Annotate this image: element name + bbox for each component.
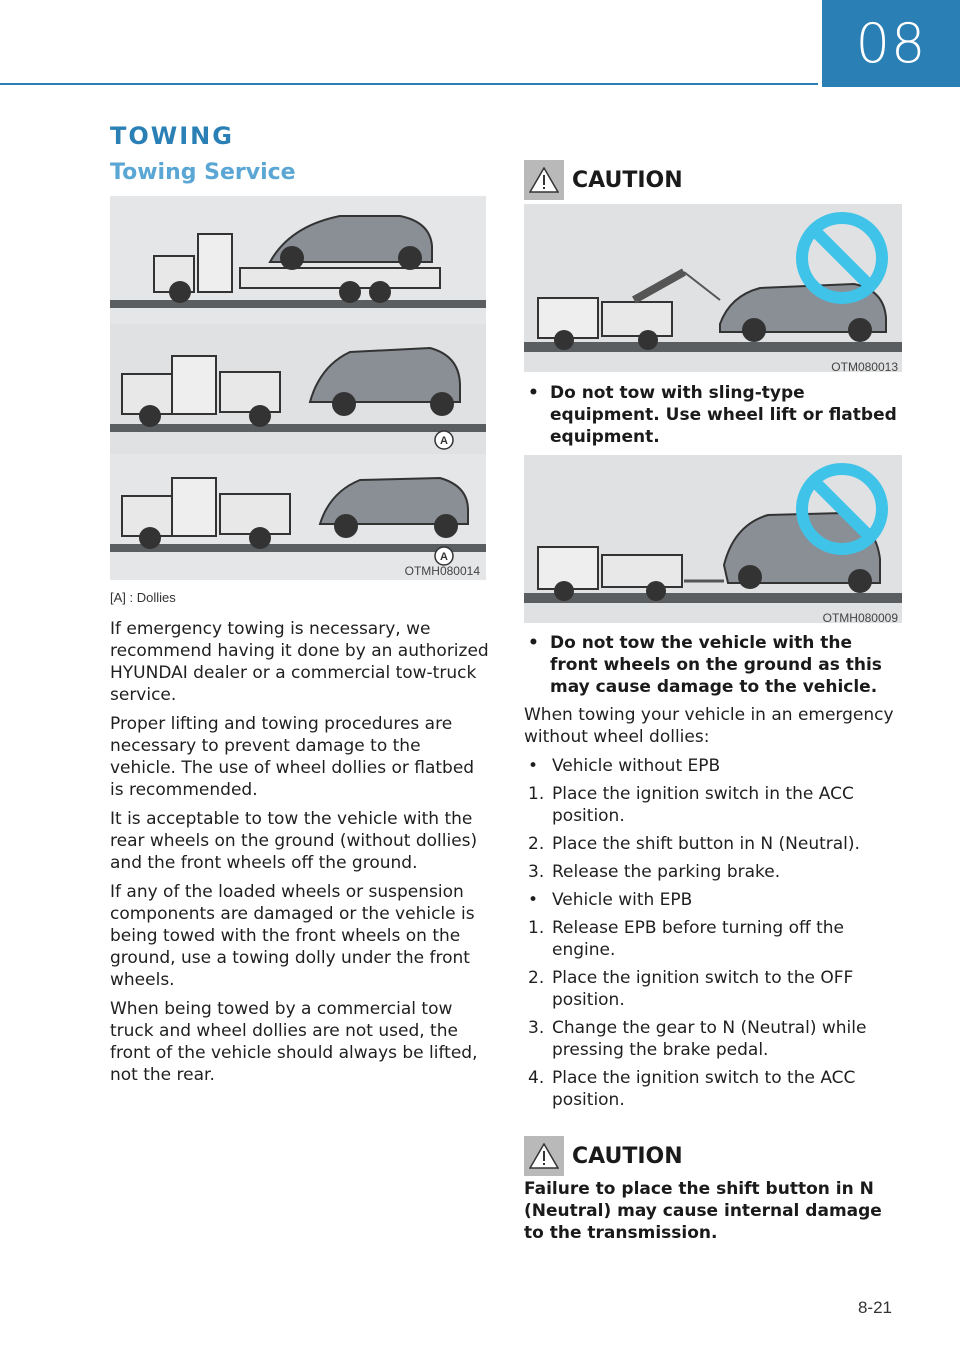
paragraph: When towing your vehicle in an emergency without wheel dollies: (524, 705, 894, 747)
left-column (110, 618, 490, 1093)
dolly-marker-label-2: A (440, 551, 448, 563)
right-column (524, 704, 904, 1117)
bullet-marker: • (528, 383, 539, 403)
figure-code: OTMH080014 (404, 564, 480, 578)
paragraph: If emergency towing is necessary, we recommend having it done by an authorized HYUNDAI dealer or a commercial tow-truck service. (110, 619, 489, 705)
list-item: 3. Release the parking brake. (528, 862, 781, 882)
paragraph: When being towed by a commercial tow truck and wheel dollies are not used, the front of the vehicle should always be lifted, not the rear. (110, 999, 478, 1085)
list-item: • Vehicle without EPB (528, 756, 721, 776)
subsection-title: Towing Service (110, 160, 296, 185)
figure-code: OTMH080009 (822, 611, 898, 623)
paragraph: Proper lifting and towing procedures are necessary to prevent damage to the vehicle. The use of wheel dollies or flatbed is recommended. (110, 714, 475, 800)
header-rule (0, 83, 818, 85)
paragraph: It is acceptable to tow the vehicle with the rear wheels on the ground (without dollies) and the front wheels off the ground. (110, 809, 478, 873)
towing-methods-illustration (110, 196, 486, 580)
list-item: 2. Place the shift button in N (Neutral). (528, 834, 860, 854)
chapter-tab: 08 (822, 0, 960, 87)
warning-icon (524, 160, 564, 200)
list-item: 3. Change the gear to N (Neutral) while pressing the brake pedal. (528, 1018, 867, 1060)
section-title: TOWING (110, 122, 234, 150)
sling-tow-figure (524, 204, 902, 372)
warning-icon (524, 1136, 564, 1176)
figure-code: OTM080013 (831, 360, 898, 372)
caution-bullet-text: Do not tow the vehicle with the front wheels on the ground as this may cause damage to the vehicle. (550, 633, 882, 697)
caution-label: CAUTION (572, 1143, 683, 1169)
list-item: 1. Place the ignition switch in the ACC position. (528, 784, 854, 826)
front-wheels-ground-figure (524, 455, 902, 623)
caution-heading (524, 1136, 683, 1176)
caution-bullet (524, 632, 904, 698)
caution-text: Failure to place the shift button in N (Neutral) may cause internal damage to the transmission. (524, 1179, 882, 1243)
list-item: 2. Place the ignition switch to the OFF position. (528, 968, 854, 1010)
list-item: 4. Place the ignition switch to the ACC position. (528, 1068, 856, 1110)
dolly-marker-label: A (440, 435, 448, 447)
figure-caption: [A] : Dollies (110, 590, 176, 605)
paragraph: If any of the loaded wheels or suspension components are damaged or the vehicle is being towed with the front wheels on the ground, use a towing dolly under the front wheels. (110, 882, 475, 990)
towing-methods-figure (110, 196, 486, 580)
prohibit-icon (794, 210, 890, 306)
caution-heading (524, 160, 683, 200)
page-number: 8-21 (857, 1298, 892, 1317)
list-item: • Vehicle with EPB (528, 890, 693, 910)
caution-label: CAUTION (572, 167, 683, 193)
caution-bullet-text: Do not tow with sling-type equipment. Use wheel lift or flatbed equipment. (550, 383, 897, 447)
caution-bullet (524, 382, 904, 448)
bullet-marker: • (528, 633, 539, 653)
list-item: 1. Release EPB before turning off the engine. (528, 918, 845, 960)
prohibit-icon (794, 461, 890, 557)
